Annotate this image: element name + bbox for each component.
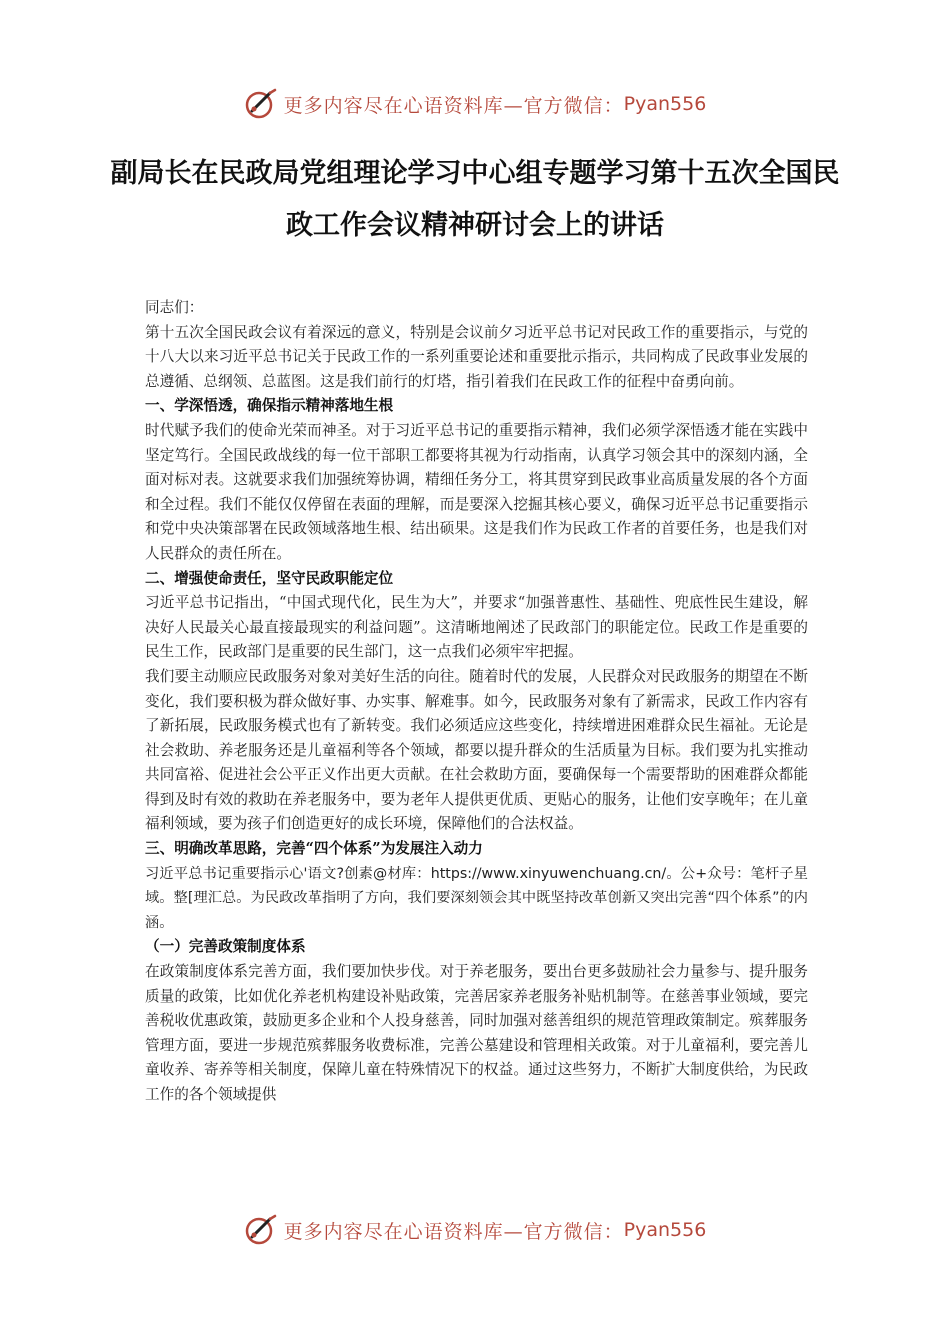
header-banner	[0, 84, 950, 124]
footer-banner-text: 更多内容尽在心语资料库—官方微信：	[283, 1220, 624, 1243]
footer-banner	[0, 1210, 950, 1250]
section-3-heading: 三、明确改革思路，完善“四个体系”为发展注入动力	[145, 840, 483, 858]
section-3-paragraph-1: 习近平总书记重要指示心'语文?创素@材库：https://www.xinyuwenchuang.cn/。公+众号：笔杆子星域。整[理汇总。为民政改革指明了方向，我们要深刻领会其中既坚持改革创新又突出完善“四个体系”的内涵。	[145, 865, 808, 931]
section-2-heading: 二、增强使命责任，坚守民政职能定位	[145, 569, 394, 587]
section-3-sub-1-paragraph: 在政策制度体系完善方面，我们要加快步伐。对于养老服务，要出台更多鼓励社会力量参与、提升服务质量的政策，比如优化养老机构建设补贴政策，完善居家养老服务补贴机制等。在慈善事业领域，要完善税收优惠政策，鼓励更多企业和个人投身慈善，同时加强对慈善组织的规范管理政策制定。殡葬服务管理方面，要进一步规范殡葬服务收费标准，完善公墓建设和管理相关政策。对于儿童福利，要完善儿童收养、寄养等相关制度，保障儿童在特殊情况下的权益。通过这些努力，不断扩大制度供给，为民政工作的各个领域提供	[145, 963, 808, 1103]
section-2-paragraph-2: 我们要主动顺应民政服务对象对美好生活的向往。随着时代的发展，人民群众对民政服务的期望在不断变化，我们要积极为群众做好事、办实事、解难事。如今，民政服务对象有了新需求，民政工作内容有了新拓展，民政服务模式也有了新转变。我们必须适应这些变化，持续增进困难群众民生福祉。无论是社会救助、养老服务还是儿童福利等各个领域，都要以提升群众的生活质量为目标。我们要为扎实推动共同富裕、促进社会公平正义作出更大贡献。在社会救助方面，要确保每一个需要帮助的困难群众都能得到及时有效的救助在养老服务中，要为老年人提供更优质、更贴心的服务，让他们安享晚年；在儿童福利领域，要为孩子们创造更好的成长环境，保障他们的合法权益。	[145, 667, 808, 833]
footer-banner-wechat-id: Pyan556	[623, 1219, 707, 1241]
section-2-paragraph-1: 习近平总书记指出，“中国式现代化，民生为大”，并要求“加强普惠性、基础性、兜底性民生建设，解决好人民最关心最直接最现实的利益问题”。这清晰地阐述了民政部门的职能定位。民政工作是重要的民生工作，民政部门是重要的民生部门，这一点我们必须牢牢把握。	[145, 594, 808, 661]
document-body	[145, 296, 808, 1108]
section-3-sub-1-heading: （一）完善政策制度体系	[145, 938, 306, 956]
brush-logo-icon	[244, 87, 278, 121]
banner-wechat-id: Pyan556	[623, 93, 707, 115]
intro-paragraph: 第十五次全国民政会议有着深远的意义，特别是会议前夕习近平总书记对民政工作的重要指示，与党的十八大以来习近平总书记关于民政工作的一系列重要论述和重要批示指示，共同构成了民政事业发展的总遵循、总纲领、总蓝图。这是我们前行的灯塔，指引着我们在民政工作的征程中奋勇向前。	[145, 323, 808, 390]
brush-logo-icon	[244, 1213, 278, 1247]
section-1-paragraph: 时代赋予我们的使命光荣而神圣。对于习近平总书记的重要指示精神，我们必须学深悟透才能在实践中坚定笃行。全国民政战线的每一位干部职工都要将其视为行动指南，认真学习领会其中的深刻内涵，全面对标对表。这就要求我们加强统筹协调，精细任务分工，将其贯穿到民政事业高质量发展的各个方面和全过程。我们不能仅仅停留在表面的理解，而是要深入挖掘其核心要义，确保习近平总书记重要指示和党中央决策部署在民政领域落地生根、结出硕果。这是我们作为民政工作者的首要任务，也是我们对人民群众的责任所在。	[145, 421, 808, 562]
document-title: 副局长在民政局党组理论学习中心组专题学习第十五次全国民政工作会议精神研讨会上的讲话	[110, 158, 840, 241]
section-1-heading: 一、学深悟透，确保指示精神落地生根	[145, 397, 394, 415]
banner-text: 更多内容尽在心语资料库—官方微信：	[283, 94, 624, 117]
salutation: 同志们：	[145, 299, 204, 316]
